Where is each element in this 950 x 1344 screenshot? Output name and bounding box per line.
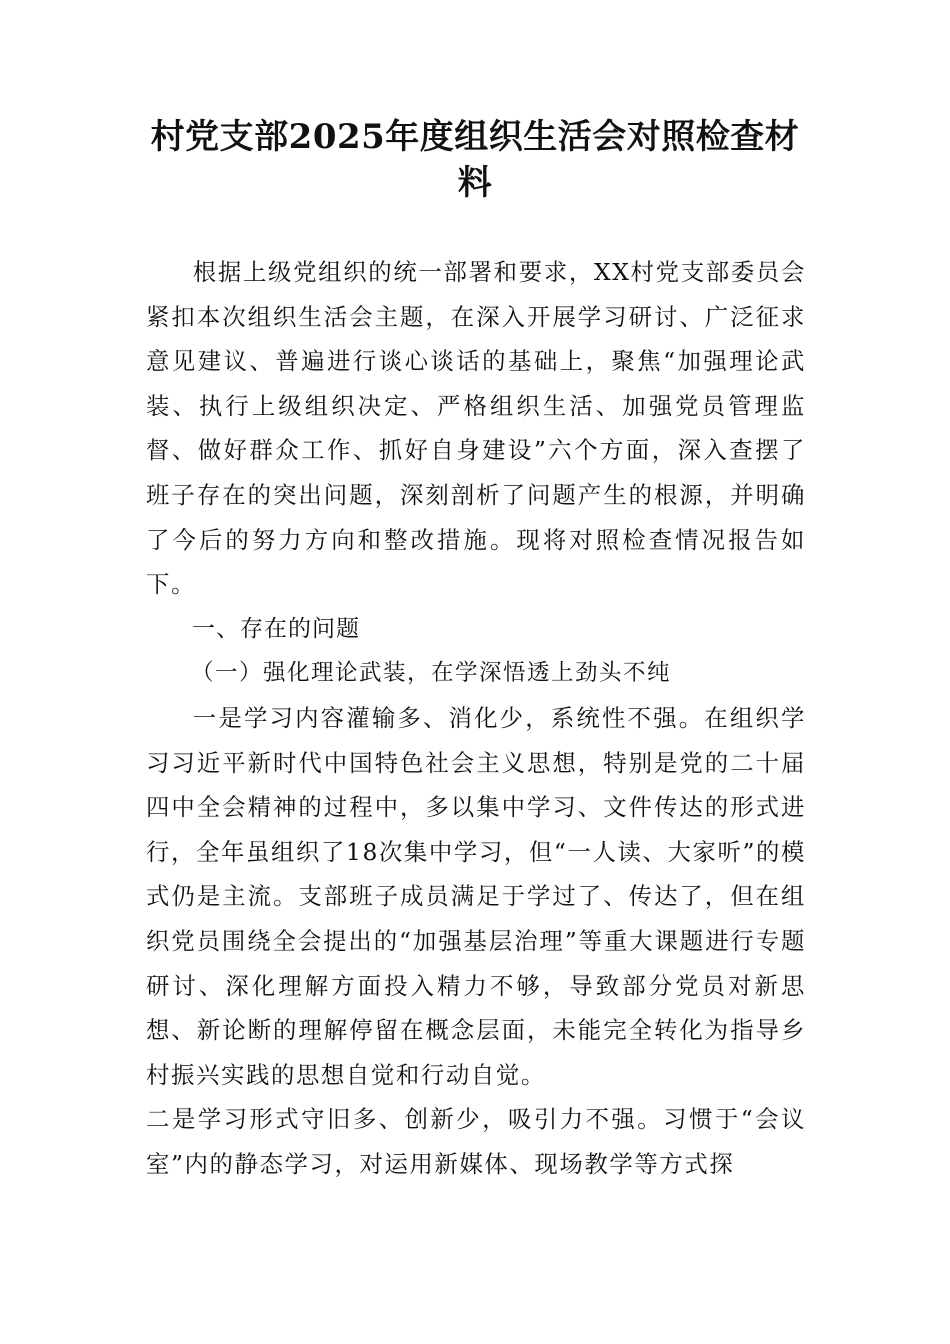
section-heading-problems: 一、存在的问题 (192, 615, 360, 642)
subsection-heading-theory: （一）强化理论武装，在学深悟透上劲头不纯 (191, 660, 672, 687)
intro-paragraph: 根据上级党组织的统一部署和要求，XX村党支部委员会紧扣本次组织生活会主题，在深入开展学习研讨、广泛征求意见建议、普遍进行谈心谈话的基础上，聚焦“加强理论武装、执行上级组织决定、严格组织生活、加强党员管理监督、做好群众工作、抓好自身建设”六个方面，深入查摆了班子存在的突出问题，深刻剖析了问题产生的根源，并明确了今后的努力方向和整改措施。现将对照检查情况报告如下。 (146, 258, 806, 599)
point-paragraph-2: 二是学习形式守旧多、创新少，吸引力不强。习惯于“会议室”内的静态学习，对运用新媒体、现场教学等方式探 (146, 1105, 806, 1178)
document-body (146, 250, 806, 1186)
point-paragraph-1: 一是学习内容灌输多、消化少，系统性不强。在组织学习习近平新时代中国特色社会主义思想，特别是党的二十届四中全会精神的过程中，多以集中学习、文件传达的形式进行，全年虽组织了18次集中学习，但“一人读、大家听”的模式仍是主流。支部班子成员满足于学过了、传达了，但在组织党员围绕全会提出的“加强基层治理”等重大课题进行专题研讨、深化理解方面投入精力不够，导致部分党员对新思想、新论断的理解停留在概念层面，未能完全转化为指导乡村振兴实践的思想自觉和行动自觉。 (146, 703, 806, 1089)
document-title: 村党支部2025年度组织生活会对照检查材料 (150, 117, 800, 203)
